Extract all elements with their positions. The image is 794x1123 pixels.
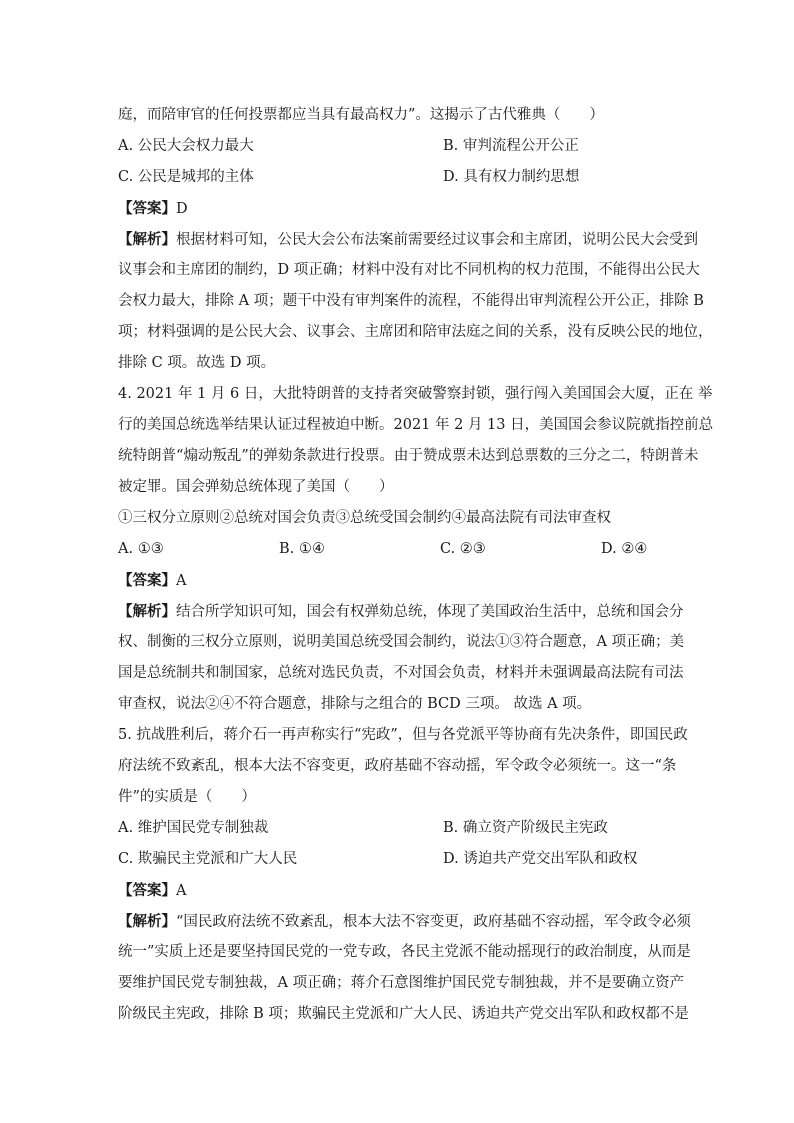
q4-analysis-line: [118, 596, 684, 627]
analysis-text: “国民政府法统不致紊乱，根本大法不容变更，政府基础不容动摇，军令政令必须: [176, 914, 691, 930]
q5-analysis-line: 统一”实质上还是要坚持国民党的一党专政，各民主党派不能动摇现行的政治制度，从而是: [118, 944, 691, 960]
q4-analysis-line: 审查权，说法②④不符合题意，排除与之组合的 BCD 三项。 故选 A 项。: [118, 696, 592, 712]
q3-option-d[interactable]: D. 具有权力制约思想: [443, 169, 580, 185]
q5-stem-line: 府法统不致紊乱，根本大法不容变更，政府基础不容动摇，军令政令必须统一。这一“条: [118, 758, 677, 774]
q4-options-row: [118, 534, 678, 565]
q4-option-d[interactable]: D. ②④: [601, 541, 648, 557]
q4-stem-line: 被定罪。国会弹劾总统体现了美国（ ）: [118, 479, 394, 495]
q4-option-c[interactable]: C. ②③: [440, 541, 486, 557]
q3-stem-tail: 庭，而陪审官的任何投票都应当具有最高权力”。这揭示了古代雅典（ ）: [118, 107, 604, 123]
q5-option-b[interactable]: B. 确立资产阶级民主宪政: [443, 820, 608, 836]
q3-option-a[interactable]: A. 公民大会权力最大: [118, 138, 254, 154]
analysis-tag: 【解析】: [118, 231, 176, 248]
q3-options-row-1: [118, 131, 678, 162]
answer-tag: 【答案】: [118, 572, 176, 589]
q5-stem-line: 5. 抗战胜利后，蒋介石一再声称实行“宪政”，但与各党派平等协商有先决条件，即国民政: [118, 727, 688, 743]
q4-analysis-line: 权、制衡的三权分立原则，说明美国总统受国会制约，说法①③符合题意，A 项正确；美: [118, 634, 685, 650]
answer-tag: 【答案】: [118, 200, 176, 217]
q3-option-c[interactable]: C. 公民是城邦的主体: [118, 169, 254, 185]
exam-page: [118, 100, 714, 1030]
q4-stem-line: 行的美国总统选举结果认证过程被迫中断。2021 年 2 月 13 日，美国国会参议院就指控前总: [118, 417, 714, 433]
q4-stem-line: 4. 2021 年 1 月 6 日，大批特朗普的支持者突破警察封锁，强行闯入美国国会大厦，正在 举: [118, 386, 713, 402]
q3-analysis-line: 会权力最大，排除 A 项；题干中没有审判案件的流程，不能得出审判流程公开公正，排除 B: [118, 293, 704, 309]
q5-option-c[interactable]: C. 欺骗民主党派和广大人民: [118, 851, 298, 867]
q3-analysis-line: 议事会和主席团的制约，D 项正确；材料中没有对比不同机构的权力范围，不能得出公民大: [118, 262, 700, 278]
q4-option-b[interactable]: B. ①④: [279, 541, 325, 557]
q5-option-a[interactable]: A. 维护国民党专制独裁: [118, 820, 269, 836]
q4-stem-line: 统特朗普“煽动叛乱”的弹劾条款进行投票。由于赞成票未达到总票数的三分之二，特朗普未: [118, 448, 699, 464]
q5-analysis-line: 阶级民主宪政，排除 B 项；欺骗民主党派和广大人民、诱迫共产党交出军队和政权都不是: [118, 1006, 689, 1022]
q3-option-b[interactable]: B. 审判流程公开公正: [443, 138, 579, 154]
q4-answer: [118, 565, 678, 596]
q4-analysis-line: 国是总统制共和制国家，总统对选民负责，不对国会负责，材料并未强调最高法院有司法: [118, 665, 684, 681]
analysis-tag: 【解析】: [118, 603, 176, 620]
answer-value: D: [176, 201, 188, 217]
answer-value: A: [176, 883, 187, 899]
analysis-tag: 【解析】: [118, 913, 176, 930]
q3-analysis-line: 排除 C 项。故选 D 项。: [118, 355, 276, 371]
q3-options-row-2: [118, 162, 678, 193]
q3-analysis-line: [118, 224, 698, 255]
q3-answer: [118, 193, 678, 224]
q5-options-row-2: [118, 844, 678, 875]
q5-analysis-line: 要维护国民党专制独裁，A 项正确；蒋介石意图维护国民党专制独裁，并不是要确立资产: [118, 975, 685, 991]
answer-value: A: [176, 573, 187, 589]
q5-options-row-1: [118, 813, 678, 844]
q5-analysis-line: [118, 906, 691, 937]
answer-tag: 【答案】: [118, 882, 176, 899]
analysis-text: 结合所学知识可知，国会有权弹劾总统，体现了美国政治生活中，总统和国会分: [176, 604, 684, 620]
q3-analysis-line: 项；材料强调的是公民大会、议事会、主席团和陪审法庭之间的关系，没有反映公民的地位，: [118, 324, 713, 340]
q4-items: ①三权分立原则②总统对国会负责③总统受国会制约④最高法院有司法审查权: [118, 510, 611, 526]
q5-stem-line: 件”的实质是（ ）: [118, 789, 256, 805]
q5-option-d[interactable]: D. 诱迫共产党交出军队和政权: [443, 851, 638, 867]
q4-option-a[interactable]: A. ①③: [118, 541, 164, 557]
q5-answer: [118, 875, 678, 906]
analysis-text: 根据材料可知，公民大会公布法案前需要经过议事会和主席团，说明公民大会受到: [176, 232, 698, 248]
